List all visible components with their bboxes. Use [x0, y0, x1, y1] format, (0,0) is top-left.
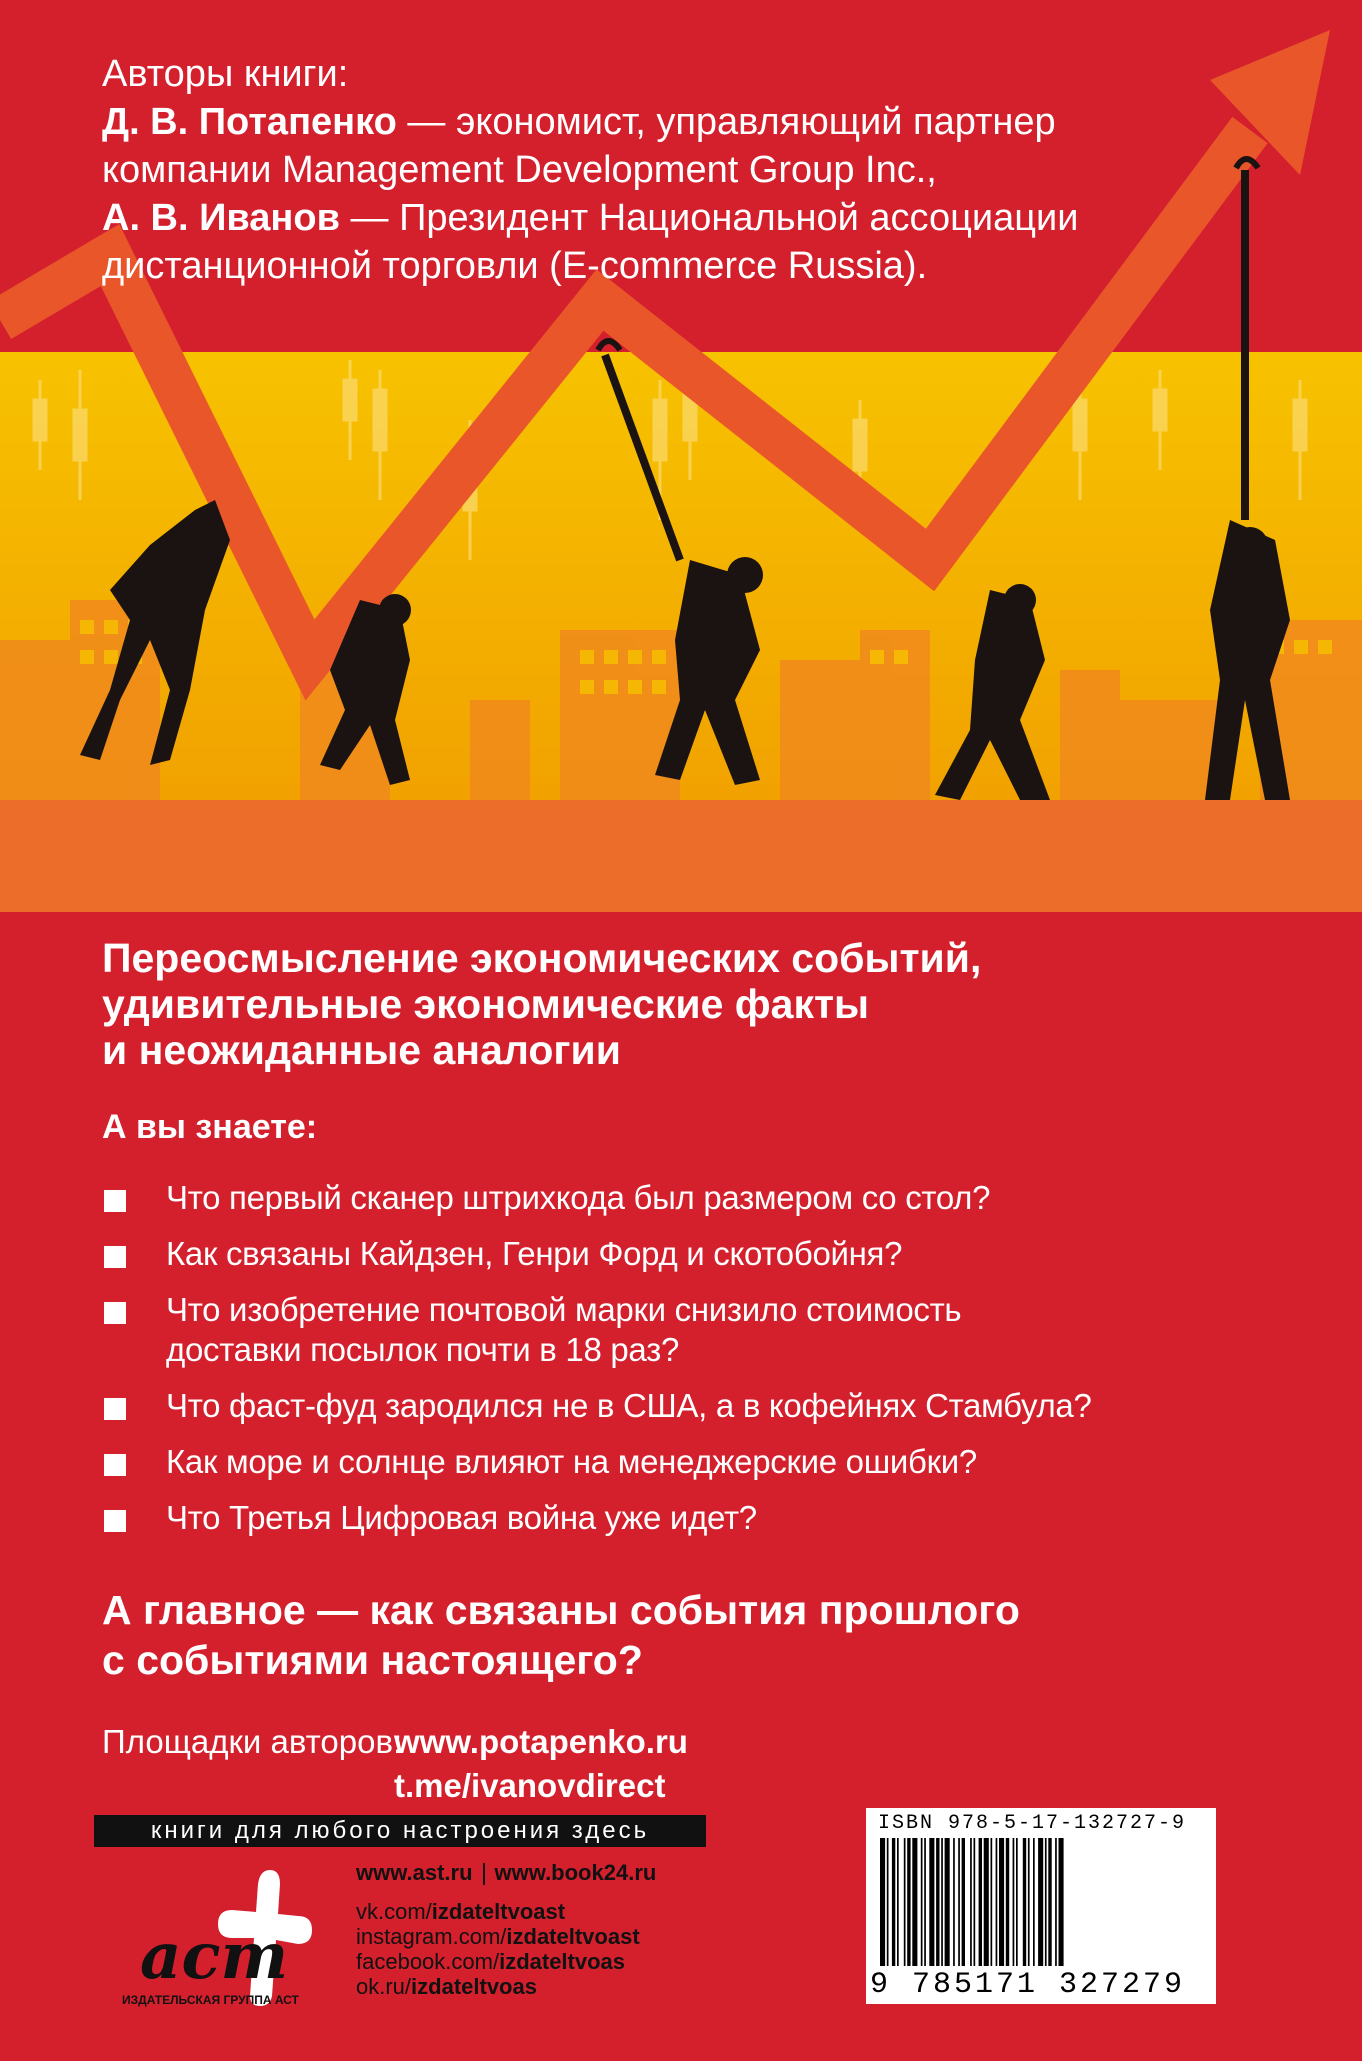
barcode-bar — [1028, 1838, 1030, 1966]
barcode-bar — [974, 1838, 976, 1966]
publisher-sites — [356, 1860, 656, 1885]
author2-line — [102, 194, 1302, 242]
author1-desc: — экономист, управляющий партнер — [396, 101, 1056, 143]
site-ast[interactable]: www.ast.ru — [356, 1860, 473, 1885]
divider — [483, 1863, 485, 1885]
publisher-name: ИЗДАТЕЛЬСКАЯ ГРУППА АСТ — [122, 1993, 299, 2007]
headline-line3: и неожиданные аналогии — [102, 1027, 621, 1073]
site-book24[interactable]: www.book24.ru — [494, 1860, 657, 1885]
list-item: Что первый сканер штрихкода был размером со стол? — [102, 1178, 1302, 1218]
barcode-bar — [1055, 1838, 1057, 1966]
barcode-bar — [999, 1838, 1004, 1966]
barcode-bar — [1059, 1838, 1064, 1966]
square-bullet-icon — [104, 1190, 126, 1212]
barcode-bar — [1033, 1838, 1035, 1966]
author1-line — [102, 98, 1302, 146]
author2-name: А. В. Иванов — [102, 197, 340, 239]
main-question-line1: А главное — как связаны события прошлого — [102, 1587, 1020, 1633]
barcode-bar — [945, 1838, 950, 1966]
link-telegram[interactable]: t.me/ivanovdirect — [394, 1767, 666, 1804]
authors-block — [102, 50, 1302, 290]
barcode-bar — [941, 1838, 943, 1966]
author1-name: Д. В. Потапенко — [102, 101, 397, 143]
barcode-bar — [929, 1838, 934, 1966]
barcode-bar — [892, 1838, 895, 1966]
barcode-bar — [979, 1838, 982, 1966]
barcode-bar — [970, 1838, 972, 1966]
list-item: Как море и солнце влияют на менеджерские ошибки? — [102, 1442, 1302, 1482]
headline-line1: Переосмысление экономических событий, — [102, 935, 982, 981]
questions-list — [102, 1178, 1302, 1554]
barcode-bar — [936, 1838, 939, 1966]
author2-desc-line2: дистанционной торговли (E-commerce Russia). — [102, 245, 928, 287]
list-item: Что фаст-фуд зародился не в США, а в кофейнях Стамбула? — [102, 1386, 1302, 1426]
main-question-line2: с событиями настоящего? — [102, 1637, 643, 1683]
square-bullet-icon — [104, 1510, 126, 1532]
barcode-bar — [991, 1838, 993, 1966]
link-potapenko[interactable]: www.potapenko.ru — [394, 1723, 688, 1760]
barcode-bar — [912, 1838, 917, 1966]
barcode-bar — [996, 1838, 998, 1966]
list-item: Как связаны Кайдзен, Генри Форд и скотобойня? — [102, 1234, 1302, 1274]
barcode-bar — [1023, 1838, 1026, 1966]
barcode-bar — [921, 1838, 923, 1966]
barcode — [866, 1808, 1216, 2004]
barcode-bar — [962, 1838, 965, 1966]
barcode-bar — [1013, 1838, 1015, 1966]
author2-desc: — Президент Национальной ассоциации — [339, 197, 1079, 239]
square-bullet-icon — [104, 1454, 126, 1476]
author-platforms — [102, 1720, 688, 1804]
ground-band — [0, 800, 1362, 912]
social-facebook[interactable]: facebook.com/izdateltvoas — [356, 1949, 626, 1975]
platforms-label: Площадки авторов: — [102, 1723, 403, 1760]
square-bullet-icon — [104, 1398, 126, 1420]
barcode-digits: 9 785171 327279 — [870, 1968, 1186, 2002]
barcode-bar — [907, 1838, 910, 1966]
barcode-bar — [887, 1838, 889, 1966]
social-ok[interactable]: ok.ru/izdateltvoas — [356, 1974, 537, 2000]
barcode-bar — [1045, 1838, 1047, 1966]
barcode-bar — [1006, 1838, 1009, 1966]
main-question — [102, 1585, 1322, 1685]
barcode-bar — [1048, 1838, 1051, 1966]
publisher-contacts — [356, 1860, 656, 1999]
headline-line2: удивительные экономические факты — [102, 981, 870, 1027]
social-instagram[interactable]: instagram.com/izdateltvoast — [356, 1924, 640, 1950]
barcode-bars-icon — [878, 1838, 1204, 1968]
social-vk[interactable]: vk.com/izdateltvoast — [356, 1899, 566, 1925]
barcode-bar — [924, 1838, 926, 1966]
headline — [102, 935, 1302, 1073]
authors-heading: Авторы книги: — [102, 53, 349, 95]
barcode-bar — [953, 1838, 955, 1966]
barcode-bar — [1038, 1838, 1043, 1966]
author1-desc-line2: компании Management Development Group Inc., — [102, 149, 937, 191]
platforms-links — [394, 1720, 688, 1808]
isbn-text: ISBN 978-5-17-132727-9 — [878, 1812, 1187, 1835]
barcode-bar — [880, 1838, 885, 1966]
ast-logo-icon — [120, 1860, 340, 2010]
barcode-bar — [1016, 1838, 1018, 1966]
barcode-bar — [904, 1838, 906, 1966]
list-item: Что Третья Цифровая война уже идет? — [102, 1498, 1302, 1538]
list-item: Что изобретение почтовой марки снизило стоимость доставки посылок почти в 18 раз? — [102, 1290, 1302, 1370]
ast-logo-text: аст — [140, 1919, 289, 1994]
barcode-bar — [984, 1838, 989, 1966]
slogan-bar: книги для любого настроения здесь — [94, 1815, 706, 1847]
barcode-bar — [897, 1838, 899, 1966]
barcode-bar — [958, 1838, 960, 1966]
square-bullet-icon — [104, 1246, 126, 1268]
questions-intro: А вы знаете: — [102, 1108, 318, 1146]
square-bullet-icon — [104, 1302, 126, 1324]
